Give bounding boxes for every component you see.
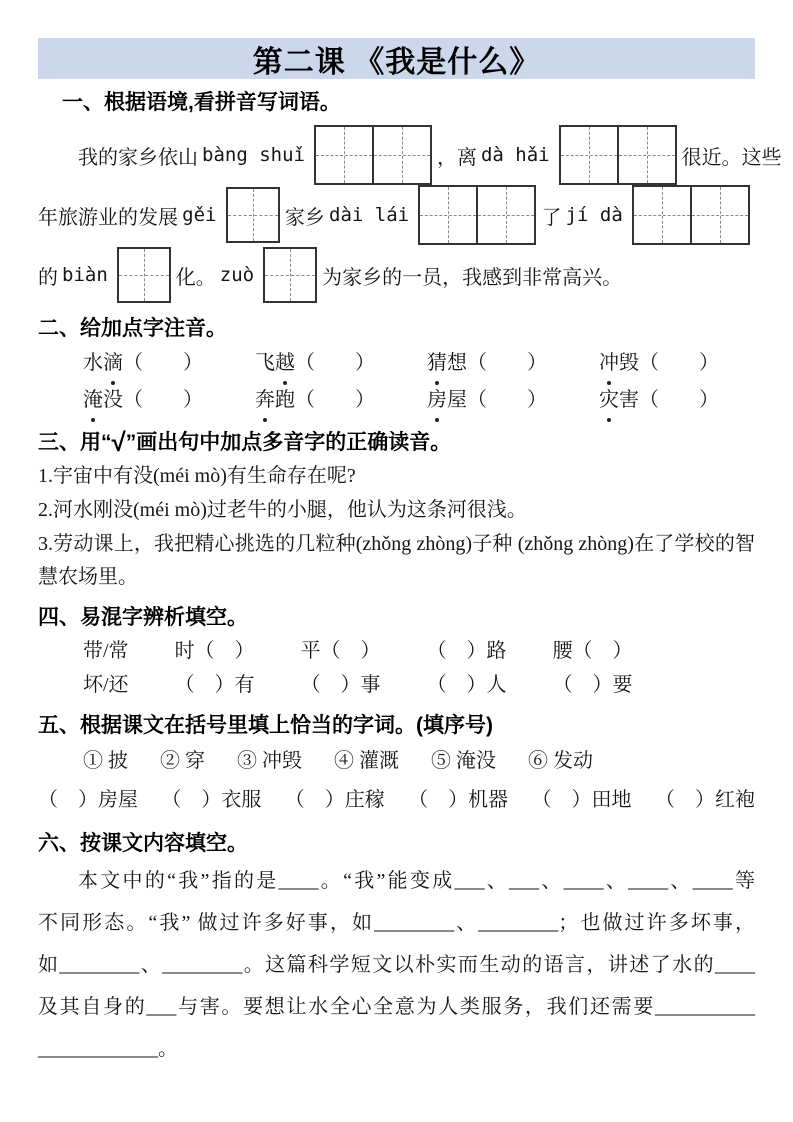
fill-item[interactable]: 腰（ ） <box>552 640 633 662</box>
dotted-char: 滴 <box>103 345 123 382</box>
word-item <box>255 382 375 419</box>
passage-text: 我的家乡依山 <box>78 146 198 169</box>
answer-paren[interactable]: （ ） <box>639 389 719 411</box>
word-item <box>427 382 547 419</box>
blank-list <box>38 780 755 820</box>
word-item <box>83 382 203 419</box>
blank-item[interactable]: （ ）庄稼 <box>284 789 385 811</box>
answer-paren[interactable]: （ ） <box>295 389 375 411</box>
fill-item[interactable]: （ ）要 <box>552 674 633 696</box>
answer-paren[interactable]: （ ） <box>467 352 547 374</box>
pinyin-text: biàn <box>62 264 108 286</box>
passage-text: ，离 <box>436 146 477 169</box>
option-item: ③ 冲毁 <box>237 750 302 772</box>
fill-item[interactable]: 时（ ） <box>174 640 255 662</box>
grid-cell[interactable] <box>265 249 315 301</box>
answer-paren[interactable]: （ ） <box>123 389 203 411</box>
dotted-char: 房 <box>427 382 447 419</box>
grid-cell[interactable] <box>561 127 617 183</box>
option-list <box>38 742 755 780</box>
section-2-header: 二、给加点字注音。 <box>38 317 227 340</box>
annotate-row-2 <box>38 382 755 419</box>
option-item: ④ 灌溉 <box>334 750 399 772</box>
word-text: 屋 <box>447 389 467 411</box>
grid-cell[interactable] <box>316 127 372 183</box>
grid-cell[interactable] <box>420 187 476 243</box>
cloze-line-5: ____________。 <box>38 1038 178 1060</box>
pinyin-text: gěi <box>182 204 217 226</box>
sentence-item-1: 1.宇宙中有没(méi mò)有生命存在呢? <box>38 465 356 487</box>
writing-grid[interactable] <box>314 125 432 185</box>
answer-paren[interactable]: （ ） <box>467 389 547 411</box>
word-text: 飞 <box>255 352 275 374</box>
section-3-header <box>38 427 755 459</box>
sentence-item-2: 2.河水刚没(méi mò)过老牛的小腿，他认为这条河很浅。 <box>38 499 527 521</box>
word-text: 毁 <box>619 352 639 374</box>
fill-item[interactable]: （ ）人 <box>426 674 507 696</box>
cloze-line-2: 不同形态。“我” 做过许多好事，如________、________；也做过许多坏事， <box>38 912 755 934</box>
pinyin-line-2 <box>38 185 755 245</box>
dotted-char: 淹 <box>83 382 103 419</box>
word-text: 没 <box>103 389 123 411</box>
answer-paren[interactable]: （ ） <box>295 352 375 374</box>
pinyin-text: dà hǎi <box>480 144 550 166</box>
option-item: ⑤ 淹没 <box>431 750 496 772</box>
writing-grid[interactable] <box>418 185 536 245</box>
cloze-line-4: 及其自身的___与害。要想让水全心全意为人类服务，我们还需要__________ <box>38 996 755 1018</box>
worksheet-content <box>0 87 793 1070</box>
dotted-char: 灾 <box>599 382 619 419</box>
pinyin-text: bàng shuǐ <box>202 144 305 166</box>
passage-text: 了 <box>541 206 562 229</box>
sentence-item-3: 3.劳动课上，我把精心挑选的几粒种(zhǒng zhòng)子种 (zhǒng zhòng)在了学校的智慧农场里。 <box>38 533 755 588</box>
word-item <box>427 345 547 382</box>
passage-text: 的 <box>38 266 58 289</box>
word-item <box>83 345 203 382</box>
word-item <box>255 345 375 382</box>
fill-item[interactable]: 平（ ） <box>300 640 381 662</box>
writing-grid[interactable] <box>559 125 677 185</box>
dotted-char: 冲 <box>599 345 619 382</box>
word-text: 水 <box>83 352 103 374</box>
confusable-row-2 <box>38 668 755 702</box>
annotate-row-1 <box>38 345 755 382</box>
answer-paren[interactable]: （ ） <box>123 352 203 374</box>
dotted-char: 越 <box>275 345 295 382</box>
blank-item[interactable]: （ ）红袍 <box>654 789 755 811</box>
option-item: ⑥ 发动 <box>528 750 593 772</box>
header-text: ”画出句中加点多音字的正确读音。 <box>125 431 452 454</box>
answer-paren[interactable]: （ ） <box>639 352 719 374</box>
char-pair: 带/常 <box>83 640 129 662</box>
grid-cell[interactable] <box>476 187 534 243</box>
blank-item[interactable]: （ ）田地 <box>531 789 632 811</box>
grid-cell[interactable] <box>119 249 169 301</box>
header-text: 三、用“ <box>38 431 112 454</box>
writing-grid[interactable] <box>117 247 171 303</box>
pinyin-text: dài lái <box>329 204 410 226</box>
section-6-header: 六、按课文内容填空。 <box>38 832 248 855</box>
section-4-header: 四、易混字辨析填空。 <box>38 606 248 629</box>
passage-text: 很近。这些 <box>681 146 782 169</box>
word-text: 害 <box>619 389 639 411</box>
pinyin-line-3 <box>38 245 755 305</box>
passage-text: 化。 <box>175 266 216 289</box>
section-5-header: 五、根据课文在括号里填上恰当的字词。(填序号) <box>38 714 493 737</box>
title-band <box>38 38 755 79</box>
grid-cell[interactable] <box>228 189 278 241</box>
word-item <box>599 382 719 419</box>
writing-grid[interactable] <box>263 247 317 303</box>
passage-text: 家乡 <box>284 206 325 229</box>
blank-item[interactable]: （ ）机器 <box>408 789 509 811</box>
fill-item[interactable]: （ ）有 <box>174 674 255 696</box>
grid-cell[interactable] <box>372 127 430 183</box>
char-pair: 坏/还 <box>83 674 129 696</box>
dotted-char: 猜 <box>427 345 447 382</box>
pinyin-line-1 <box>38 125 782 185</box>
option-item: ② 穿 <box>160 750 205 772</box>
confusable-row-1 <box>38 634 755 668</box>
section-1-header: 一、根据语境,看拼音写词语。 <box>62 91 341 114</box>
writing-grid[interactable] <box>226 187 280 243</box>
word-item <box>599 345 719 382</box>
grid-cell[interactable] <box>690 187 748 243</box>
cloze-line-3: 如________、________。这篇科学短文以朴实而生动的语言，讲述了水的____ <box>38 954 755 976</box>
pinyin-text: zuò <box>219 264 255 286</box>
grid-cell[interactable] <box>617 127 675 183</box>
option-item: ① 披 <box>83 750 128 772</box>
blank-item[interactable]: （ ）房屋 <box>38 789 138 811</box>
passage-text: 年旅游业的发展 <box>38 206 178 229</box>
dotted-char: 奔 <box>255 382 275 419</box>
word-text: 想 <box>447 352 467 374</box>
pinyin-text: jí dà <box>565 204 623 226</box>
page-title: 第二课 《我是什么》 <box>252 45 541 79</box>
fill-item[interactable]: （ ）路 <box>426 640 507 662</box>
check-mark: √ <box>111 427 126 457</box>
word-text: 跑 <box>275 389 295 411</box>
fill-item[interactable]: （ ）事 <box>300 674 381 696</box>
passage-text: 为家乡的一员，我感到非常高兴。 <box>322 266 623 289</box>
blank-item[interactable]: （ ）衣服 <box>161 789 262 811</box>
grid-cell[interactable] <box>634 187 690 243</box>
cloze-line-1: 本文中的“我”指的是____。“我”能变成___、___、____、____、____等 <box>78 870 755 892</box>
writing-grid[interactable] <box>632 185 750 245</box>
